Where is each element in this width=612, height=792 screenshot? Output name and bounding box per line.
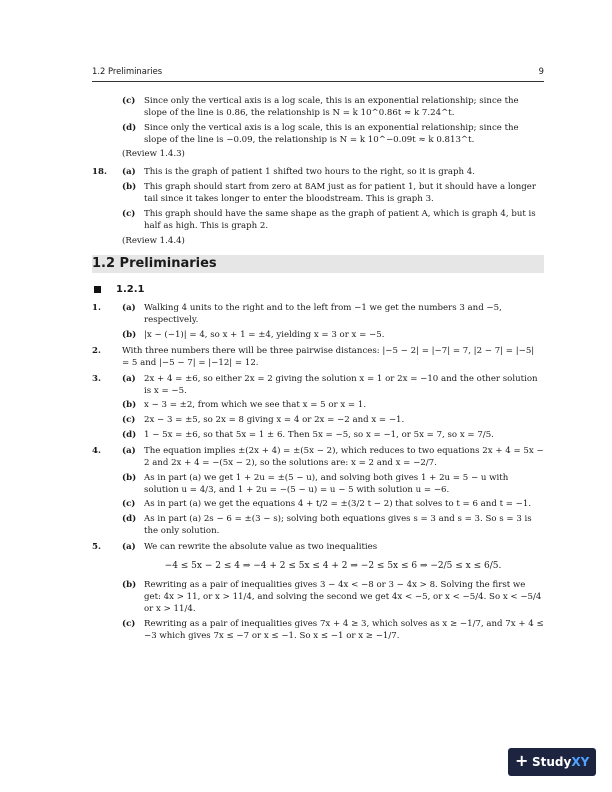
item-18a: (a) This is the graph of patient 1 shifted two hours to the right, so it is graph 4. (122, 167, 475, 178)
problem-18: 18. (a) This is the graph of patient 1 shifted two hours to the right, so it is graph 4. (b) This graph should start from zero at 8AM just as for patient 1, but it should have a longer tail since it takes longer to enter the bloodstream. This is graph 3. (c) This graph should have the same shape as the graph of patient A, which is graph 4, but is half as high. This is graph 2. (Review 1.4.4) (92, 167, 544, 247)
item-18c: (c) This graph should have the same shape as the graph of patient A, which is graph 4, but is half as high. This is graph 2. (122, 208, 536, 231)
review-ref: (Review 1.4.3) (122, 149, 185, 160)
square-bullet-icon (94, 286, 101, 293)
logo-xy-text: XY (571, 755, 590, 769)
item-4a: (a) The equation implies ±(2x + 4) = ±(5x − 2), which reduces to two equations 2x + 4 = 5x − 2 and 2x + 4 = −(5x − 2), so the solutions are: x = 2 and x = −2/7. (122, 446, 544, 468)
item-3a: (a) 2x + 4 = ±6, so either 2x = 2 giving the solution x = 1 or 2x = −10 and the other solution is x = −5. (122, 373, 538, 396)
page-number: 9 (538, 66, 544, 76)
review-ref: (Review 1.4.4) (122, 235, 185, 246)
display-equation: −4 ≤ 5x − 2 ≤ 4 ⇒ −4 + 2 ≤ 5x ≤ 4 + 2 ⇒ −2 ≤ 5x ≤ 6 ⇒ −2/5 ≤ x ≤ 6/5. (164, 560, 502, 571)
item-4c: (c) As in part (a) we get the equations 4 + t/2 = ±(3/2 t − 2) that solves to t = 6 and t = −1. (122, 499, 532, 510)
page-header (92, 66, 544, 78)
subsection-heading: 1.2.1 (92, 283, 544, 297)
item-3d: (d) 1 − 5x = ±6, so that 5x = 1 ± 6. Then 5x = −5, so x = −1, or 5x = 7, so x = 7/5. (122, 430, 494, 441)
item-5a: (a) We can rewrite the absolute value as two inequalities (122, 542, 378, 553)
problem-1: 1. (a) Walking 4 units to the right and to the left from −1 we get the numbers 3 and −5, respectively. (b) |x − (−1)| = 4, so x + 1 = ±4, yielding x = 3 or x = −5. (92, 303, 544, 342)
page-body (92, 96, 544, 647)
item-4d: (d) As in part (a) 2s − 6 = ±(3 − s); solving both equations gives s = 3 and s = 3. So s = 3 is the only solution. (122, 514, 532, 537)
item-1a: (a) Walking 4 units to the right and to the left from −1 we get the numbers 3 and −5, respectively. (122, 303, 502, 326)
item-3b: (b) x − 3 = ±2, from which we see that x = 5 or x = 1. (122, 400, 367, 411)
problem-5: 5. (a) We can rewrite the absolute value as two inequalities −4 ≤ 5x − 2 ≤ 4 ⇒ −4 + 2 ≤ 5x ≤ 4 + 2 ⇒ −2 ≤ 5x ≤ 6 ⇒ −2/5 ≤ x ≤ 6/5. (b) Rewriting as a pair of inequalities gives 3 − 4x < −8 or 3 − 4x > 8. Solving the first we get: 4x > 11, or x > 11/4, and solving the second we get 4x < −5, or x < −5/4. So x < −5/4 or x > 11/4. (c) Rewriting as a pair of inequalities gives 7x + 4 ≥ 3, which solves as x ≥ −1/7, and 7x + 4 ≤ −3 which gives 7x ≤ −7 or x ≤ −1. So x ≤ −1 or x ≥ −1/7. (92, 542, 544, 641)
header-rule (92, 81, 544, 82)
item-3c: (c) 2x − 3 = ±5, so 2x = 8 giving x = 4 or 2x = −2 and x = −1. (122, 415, 405, 426)
plus-icon: + (515, 751, 529, 770)
item-5c: (c) Rewriting as a pair of inequalities gives 7x + 4 ≥ 3, which solves as x ≥ −1/7, and 7x + 4 ≤ −3 which gives 7x ≤ −7 or x ≤ −1. So x ≤ −1 or x ≥ −1/7. (122, 618, 544, 641)
running-head: 1.2 Preliminaries (92, 66, 163, 76)
item-1b: (b) |x − (−1)| = 4, so x + 1 = ±4, yielding x = 3 or x = −5. (122, 330, 385, 341)
problem-3: 3. (a) 2x + 4 = ±6, so either 2x = 2 giving the solution x = 1 or 2x = −10 and the other solution is x = −5. (b) x − 3 = ±2, from which we see that x = 5 or x = 1. (c) 2x − 3 = ±5, so 2x = 8 giving x = 4 or 2x = −2 and x = −1. (d) 1 − 5x = ±6, so that 5x = 1 ± 6. Then 5x = −5, so x = −1, or 5x = 7, so x = 7/5. (92, 374, 544, 442)
section-heading: 1.2 Preliminaries (92, 255, 544, 273)
item-17c: (c) Since only the vertical axis is a log scale, this is an exponential relationship; since the slope of the line is 0.86, the relationship is N = k 10^0.86t ≈ k 7.24^t. (122, 96, 519, 118)
logo-study-text: Study (532, 755, 572, 769)
studyxy-logo (508, 748, 596, 776)
item-18b: (b) This graph should start from zero at 8AM just as for patient 1, but it should have a longer tail since it takes longer to enter the bloodstream. This is graph 3. (122, 182, 537, 205)
item-5b: (b) Rewriting as a pair of inequalities gives 3 − 4x < −8 or 3 − 4x > 8. Solving the first we get: 4x > 11, or x > 11/4, and solving the second we get 4x < −5, or x < −5/4. So x < −5/4 or x > 11/4. (122, 580, 542, 615)
problem-2: 2. With three numbers there will be three pairwise distances: |−5 − 2| = |−7| = 7, |2 − 7| = |−5| = 5 and |−5 − 7| = |−12| = 12. (92, 346, 535, 368)
item-17d: (d) Since only the vertical axis is a log scale, this is an exponential relationship; since the slope of the line is −0.09, the relationship is N = k 10^−0.09t ≈ k 0.813^t. (122, 122, 519, 145)
problem-4: 4. (a) The equation implies ±(2x + 4) = ±(5x − 2), which reduces to two equations 2x + 4 = 5x − 2 and 2x + 4 = −(5x − 2), so the solutions are: x = 2 and x = −2/7. (b) As in part (a) we get 1 + 2u = ±(5 − u), and solving both gives 1 + 2u = 5 − u with solution u = 4/3, and 1 + 2u = −(5 − u) = u − 5 with solution u = −6. (c) As in part (a) we get the equations 4 + t/2 = ±(3/2 t − 2) that solves to t = 6 and t = −1. (d) As in part (a) 2s − 6 = ±(3 − s); solving both equations gives s = 3 and s = 3. So s = 3 is the only solution. (92, 446, 544, 537)
item-4b: (b) As in part (a) we get 1 + 2u = ±(5 − u), and solving both gives 1 + 2u = 5 − u with solution u = 4/3, and 1 + 2u = −(5 − u) = u − 5 with solution u = −6. (122, 472, 509, 495)
